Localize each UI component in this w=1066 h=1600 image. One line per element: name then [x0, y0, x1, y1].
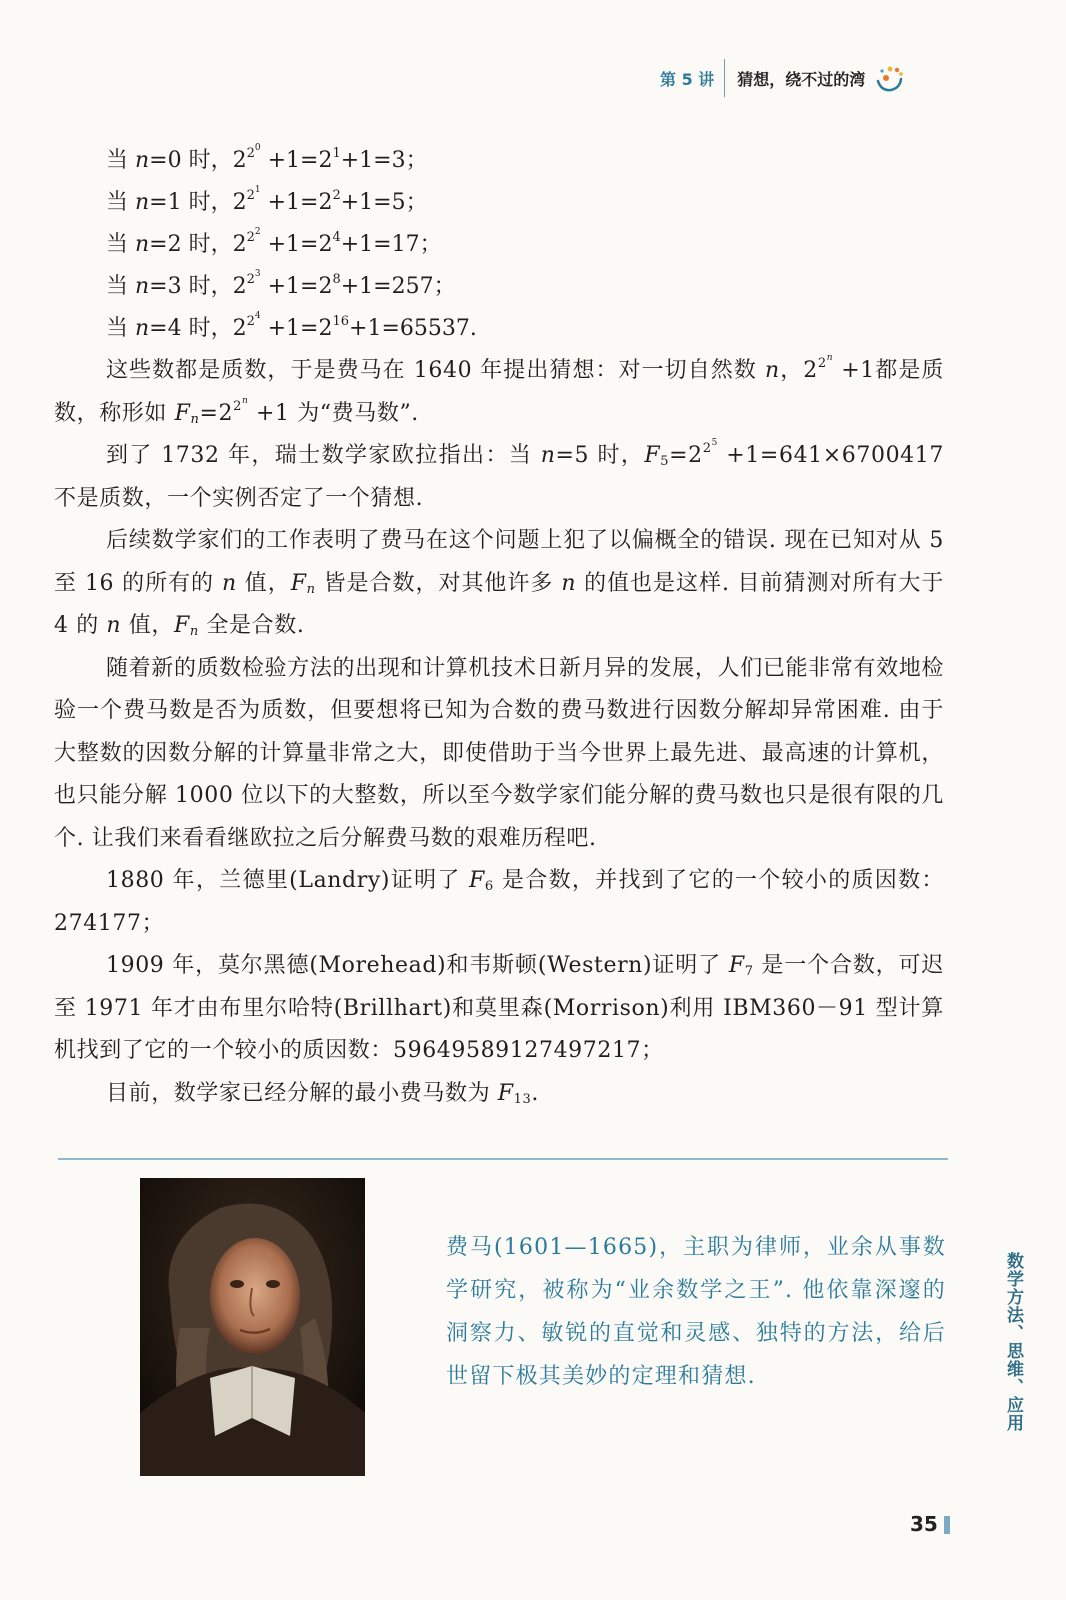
formula-list	[54, 140, 944, 350]
paragraph-fermat-conjecture: 这些数都是质数，于是费马在 1640 年提出猜想：对一切自然数 n，$2^{2^n} +1$都是质数，称形如 $F_n=2^{2^n} +1$ 为“费马数”.	[54, 353, 944, 427]
side-tab-label: 数学方法、思维、应用	[1003, 1252, 1023, 1432]
lecture-number: 第 5 讲	[660, 69, 715, 89]
formula-line-2: 当 n=2 时，$2^{2^2} +1=2^4+1=17$；	[106, 227, 442, 257]
formula-line-4: 当 n=4 时，$2^{2^4} +1=2^{16}+1=65537$.	[106, 311, 477, 341]
paragraph-current: 目前，数学家已经分解的最小费马数为 $F_{13}$.	[106, 1080, 540, 1107]
section-divider	[58, 1158, 948, 1160]
swirl-logo-icon	[873, 61, 907, 95]
page-number: 35	[910, 1512, 938, 1536]
header-divider	[724, 59, 725, 97]
paragraph-euler-counterexample: 到了 1732 年，瑞士数学家欧拉指出：当 n=5 时，$F_5=2^{2^5} +1=641\times 6700417$ 不是质数，一个实例否定了一个猜想.	[54, 438, 944, 511]
formula-line-3: 当 n=3 时，$2^{2^3} +1=2^8+1=257$；	[106, 269, 456, 299]
running-header	[660, 58, 907, 98]
paragraph-landry: 1880 年，兰德里(Landry)证明了 $F_6$ 是合数，并找到了它的一个较小的质因数：274177；	[54, 868, 945, 936]
portrait-illustration	[140, 1178, 365, 1476]
portrait-caption: 费马(1601—1665)，主职为律师，业余从事数学研究，被称为“业余数学之王”. 他依靠深邃的洞察力、敏锐的直觉和灵感、独特的方法，给后世留下极其美妙的定理和猜想.	[446, 1235, 946, 1389]
paragraph-factorization: 随着新的质数检验方法的出现和计算机技术日新月异的发展，人们已能非常有效地检验一个费马数是否为质数，但要想将已知为合数的费马数进行因数分解却异常困难. 由于大整数的因数分解的计算量非常之大，即使借助于当今世界上最先进、最高速的计算机，也只能分解 1000 位以下的大整数，所以至今数学家们能分解的费马数也只是很有限的几个. 让我们来看看继欧拉之后分解费马数的艰难历程吧.	[54, 655, 944, 851]
fermat-portrait	[140, 1178, 365, 1476]
paragraph-morehead: 1909 年，莫尔黑德(Morehead)和韦斯顿(Western)证明了 $F_7$ 是一个合数，可迟至 1971 年才由布里尔哈特(Brillhart)和莫里森(Morrison)利用 IBM360－91 型计算机找到了它的一个较小的质因数：59649589127497217；	[54, 953, 944, 1063]
paragraph-later-work: 后续数学家们的工作表明了费马在这个问题上犯了以偏概全的错误. 现在已知对从 5 至 16 的所有的 n 值，$F_n$ 皆是合数，对其他许多 n 的值也是这样. 目前猜测对所有大于 4 的 n 值，$F_n$ 全是合数.	[54, 528, 944, 639]
formula-line-0: 当 n=0 时，$2^{2^0} +1=2^1+1=3$；	[106, 143, 428, 173]
page-number-marker	[944, 1516, 950, 1534]
lecture-title: 猜想，绕不过的湾	[737, 69, 866, 89]
page-body	[54, 140, 944, 1115]
formula-line-1: 当 n=1 时，$2^{2^1} +1=2^2+1=5$；	[106, 185, 428, 215]
